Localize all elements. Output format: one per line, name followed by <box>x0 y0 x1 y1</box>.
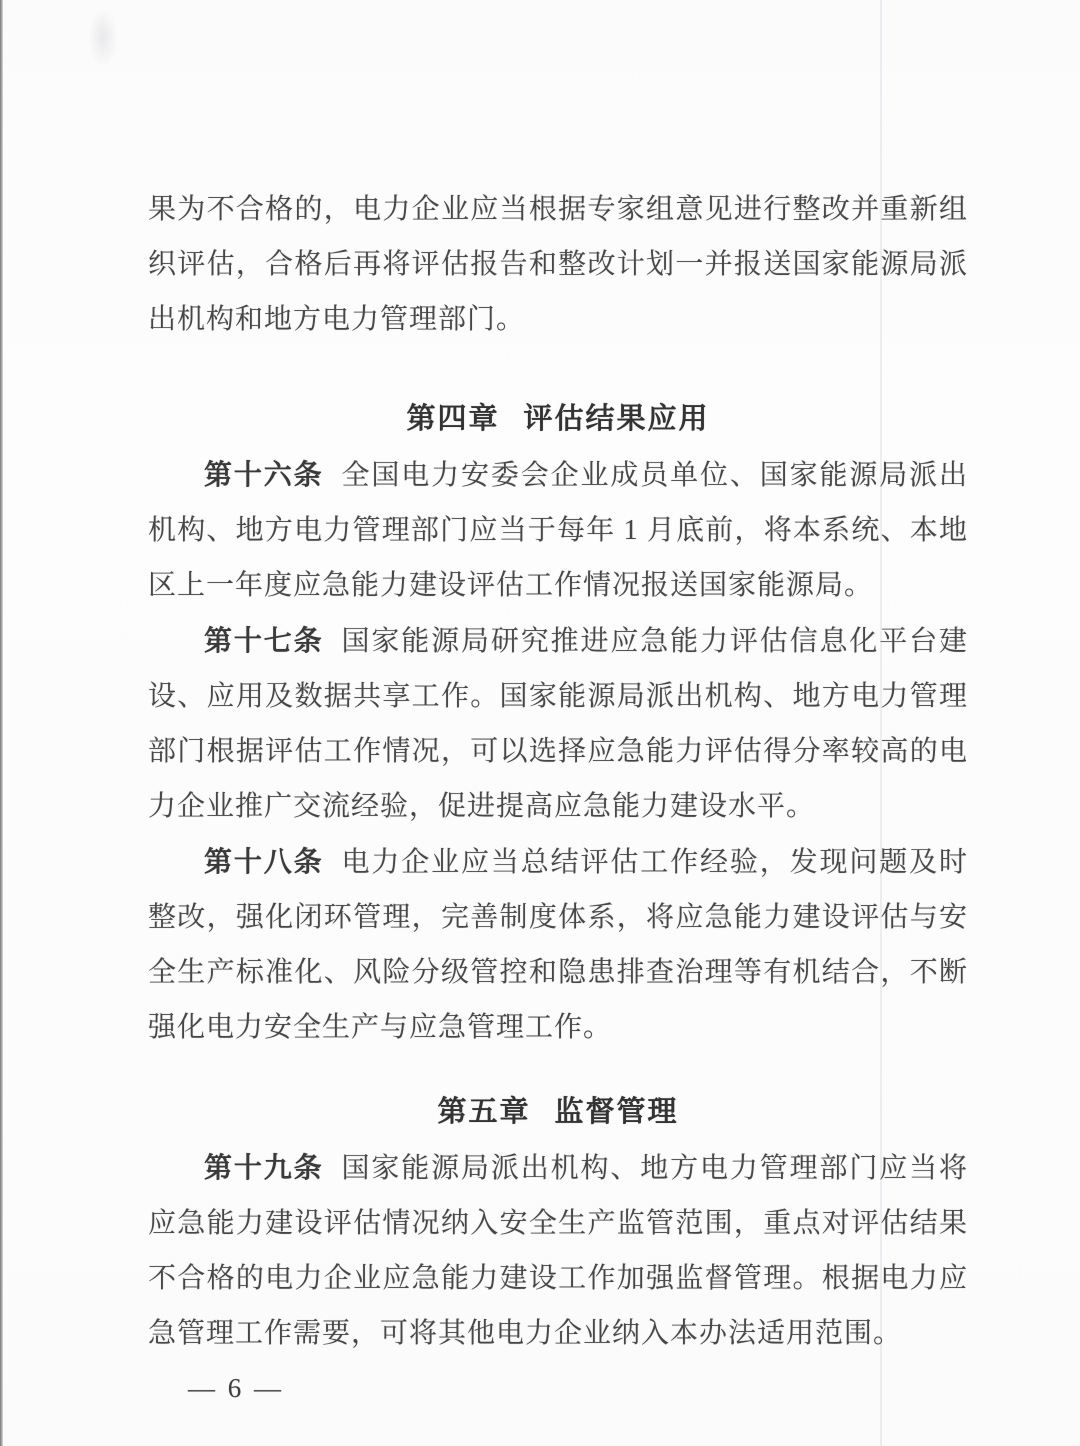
article-18-label: 第十八条 <box>204 846 324 877</box>
article-18-text: 电力企业应当总结评估工作经验，发现问题及时整改，强化闭环管理，完善制度体系，将应急能力建设评估与安全生产标准化、风险分级管控和隐患排查治理等有机结合，不断强化电力安全生产与应急管理工作。 <box>148 847 968 1043</box>
article-19-label: 第十九条 <box>204 1152 324 1183</box>
article-16-label: 第十六条 <box>204 459 324 490</box>
article-17-text: 国家能源局研究推进应急能力评估信息化平台建设、应用及数据共享工作。国家能源局派出机构、地方电力管理部门根据评估工作情况，可以选择应急能力评估得分率较高的电力企业推广交流经验，促进提高应急能力建设水平。 <box>148 626 968 822</box>
continuation-paragraph: 果为不合格的，电力企业应当根据专家组意见进行整改并重新组织评估，合格后再将评估报告和整改计划一并报送国家能源局派出机构和地方电力管理部门。 <box>148 194 968 335</box>
article-18-paragraph <box>148 834 968 1055</box>
article-19-text: 国家能源局派出机构、地方电力管理部门应当将应急能力建设评估情况纳入安全生产监管范围，重点对评估结果不合格的电力企业应急能力建设工作加强监督管理。根据电力应急管理工作需要，可将其他电力企业纳入本办法适用范围。 <box>148 1153 968 1349</box>
article-16-text: 全国电力安委会企业成员单位、国家能源局派出机构、地方电力管理部门应当于每年 1 月底前，将本系统、本地区上一年度应急能力建设评估工作情况报送国家能源局。 <box>148 460 968 601</box>
document-body <box>148 182 968 1416</box>
page-number: — 6 — <box>188 1373 284 1403</box>
scan-smudge-artifact <box>88 8 118 68</box>
article-17-label: 第十七条 <box>204 625 324 656</box>
article-16-paragraph <box>148 447 968 613</box>
chapter-5-heading: 第五章 监督管理 <box>437 1096 679 1128</box>
article-17-paragraph <box>148 613 968 834</box>
article-19-paragraph <box>148 1140 968 1361</box>
scan-edge-artifact <box>0 0 3 1446</box>
chapter-4-heading: 第四章 评估结果应用 <box>406 403 710 435</box>
